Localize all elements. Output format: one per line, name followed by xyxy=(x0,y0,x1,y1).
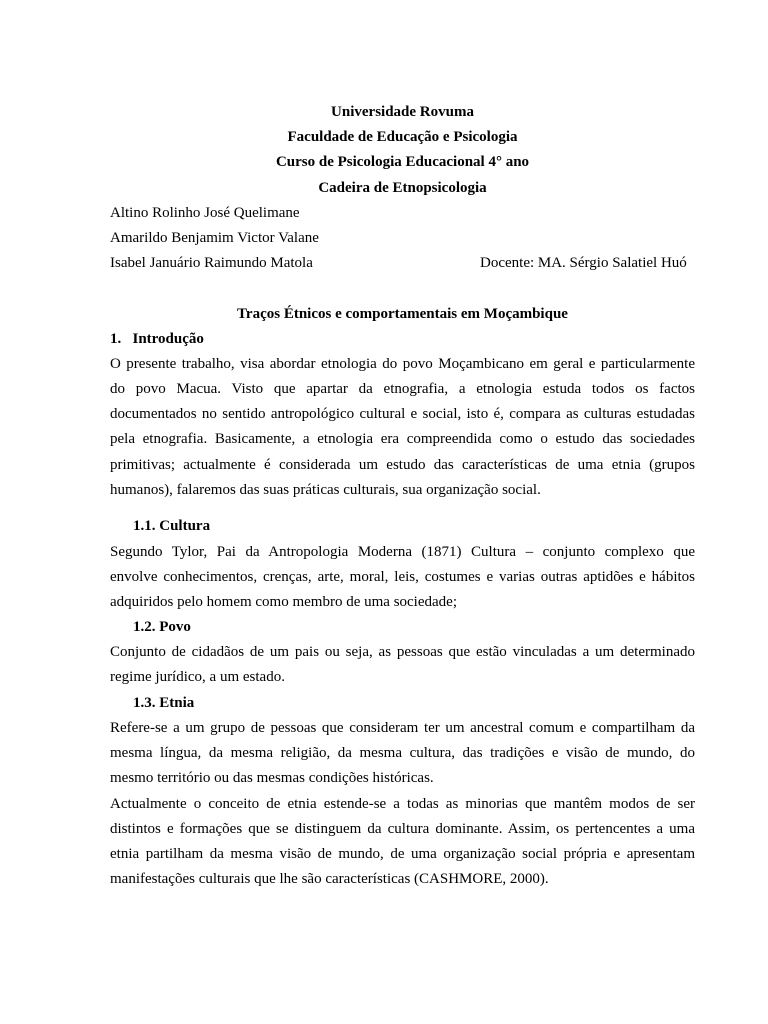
paragraph-line: etnia partilham da mesma visão de mundo, de uma organização social própria e apresentam xyxy=(110,846,695,862)
paragraph-line: manifestações culturais que lhe são características (CASHMORE, 2000). xyxy=(110,871,549,887)
author-2: Amarildo Benjamim Victor Valane xyxy=(110,230,319,246)
paragraph-line: pela etnografia. Basicamente, a etnologia era compreendida como o estudo das sociedades xyxy=(110,431,695,447)
course-name: Curso de Psicologia Educacional 4° ano xyxy=(275,154,530,170)
faculty-name: Faculdade de Educação e Psicologia xyxy=(287,129,518,145)
paragraph-line: mesmo território ou das mesmas condições históricas. xyxy=(110,770,434,786)
paragraph-line: Conjunto de cidadãos de um pais ou seja, as pessoas que estão vinculadas a um determinado xyxy=(110,644,695,660)
paragraph-line: O presente trabalho, visa abordar etnologia do povo Moçambicano em geral e particularmente xyxy=(110,356,695,372)
author-1: Altino Rolinho José Quelimane xyxy=(110,205,300,221)
docente: Docente: MA. Sérgio Salatiel Huó xyxy=(480,255,687,271)
paragraph-line: regime jurídico, a um estado. xyxy=(110,669,285,685)
paragraph-line: documentados no sentido antropológico cultural e social, isto é, compara as culturas estudadas xyxy=(110,406,695,422)
paragraph-line: distintos e formações que se distinguem da cultura dominante. Assim, os pertencentes a uma xyxy=(110,821,695,837)
paragraph-line: envolve conhecimentos, crenças, arte, moral, leis, costumes e varias outras aptidões e hábitos xyxy=(110,569,695,585)
author-3: Isabel Januário Raimundo Matola xyxy=(110,255,313,271)
paragraph-line: mesma língua, da mesma religião, da mesma cultura, das tradições e visão de mundo, do xyxy=(110,745,695,761)
paragraph-line: Segundo Tylor, Pai da Antropologia Moderna (1871) Cultura – conjunto complexo que xyxy=(110,544,695,560)
paragraph-line: do povo Macua. Visto que apartar da etnografia, a etnologia estuda todos os factos xyxy=(110,381,695,397)
paragraph-line: adquiridos pelo homem como membro de uma sociedade; xyxy=(110,594,457,610)
paragraph-line: primitivas; actualmente é considerada um estudo das características de uma etnia (grupos xyxy=(110,457,695,473)
section-heading-etnia: 1.3. Etnia xyxy=(133,695,195,711)
paragraph-line: Actualmente o conceito de etnia estende-se a todas as minorias que mantêm modos de ser xyxy=(110,796,695,812)
subject-name: Cadeira de Etnopsicologia xyxy=(318,180,487,196)
section-heading-povo: 1.2. Povo xyxy=(133,619,191,635)
university-name: Universidade Rovuma xyxy=(331,104,474,120)
section-heading-cultura: 1.1. Cultura xyxy=(133,518,211,534)
section-heading-introducao: 1. Introdução xyxy=(110,331,204,347)
paragraph-line: Refere-se a um grupo de pessoas que consideram ter um ancestral comum e compartilham da xyxy=(110,720,695,736)
paragraph-line: humanos), falaremos das suas práticas culturais, sua organização social. xyxy=(110,482,541,498)
document-title: Traços Étnicos e comportamentais em Moçambique xyxy=(237,306,568,322)
